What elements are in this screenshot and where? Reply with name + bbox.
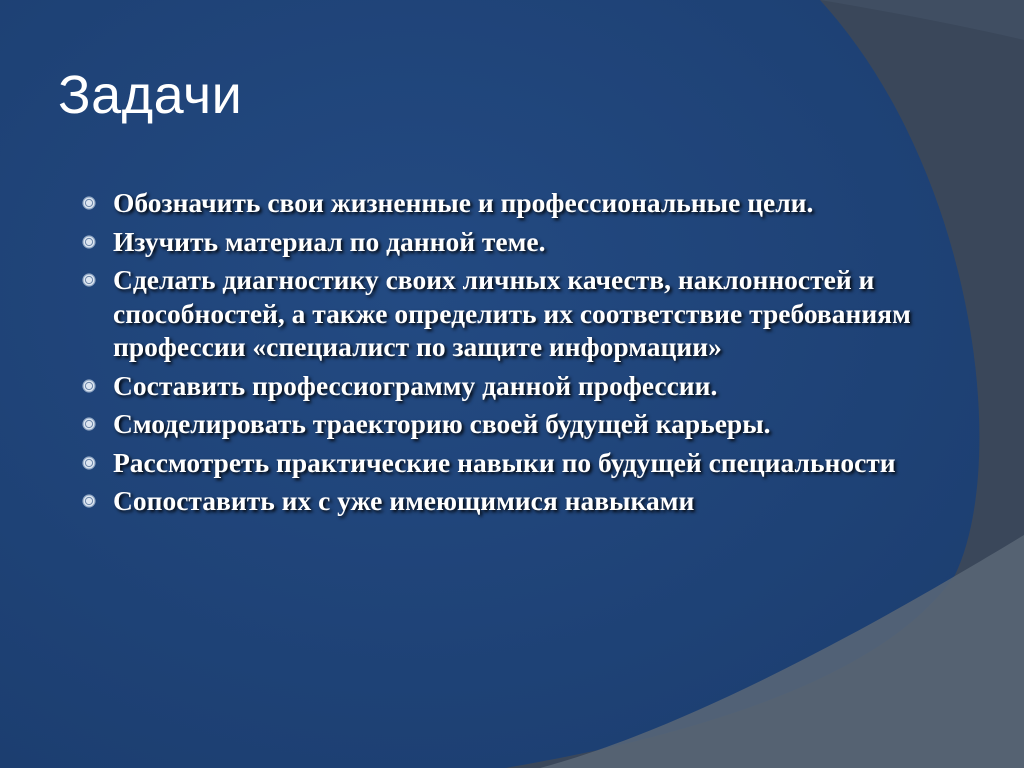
task-text: Рассмотреть практические навыки по будущей специальности [113,446,896,478]
task-text: Сделать диагностику своих личных качеств, наклонностей и способностей, а также определить их соответствие требованиям профессии «специалист по защите информации» [113,264,911,362]
task-list [82,186,932,523]
task-text: Смоделировать траекторию своей будущей карьеры. [113,408,771,439]
task-text: Сопоставить их с уже имеющимися навыками [113,485,695,516]
task-item [82,225,932,259]
slide-title: Задачи [58,65,243,125]
ring-bullet-icon [82,456,96,470]
ring-bullet-icon [82,273,96,287]
task-item [82,484,932,518]
task-item [82,407,932,441]
task-item [82,446,932,480]
task-item [82,186,932,220]
task-item [82,369,932,403]
task-item [82,263,932,364]
ring-bullet-icon [82,494,96,508]
ring-bullet-icon [82,379,96,393]
task-text: Составить профессиограмму данной профессии. [113,369,718,401]
task-text: Изучить материал по данной теме. [113,225,546,257]
task-text: Обозначить свои жизненные и профессиональные цели. [113,187,814,218]
ring-bullet-icon [82,235,96,249]
ring-bullet-icon [82,196,96,210]
ring-bullet-icon [82,417,96,431]
